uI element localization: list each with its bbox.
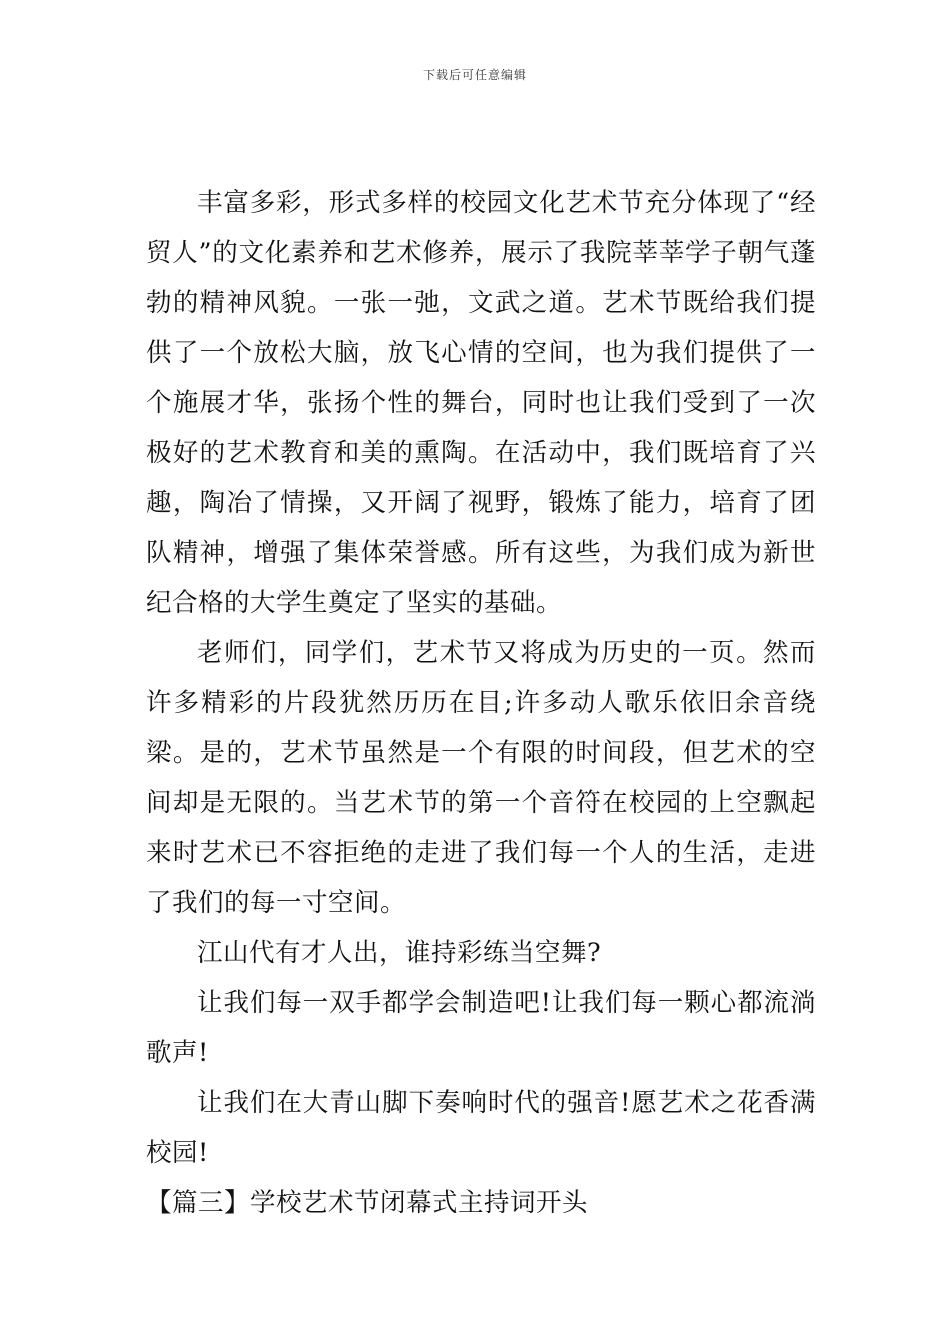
paragraph-5: 让我们在大青山脚下奏响时代的强音!愿艺术之花香满校园! [146, 1088, 816, 1168]
paragraph-4: 让我们每一双手都学会制造吧!让我们每一颗心都流淌歌声! [146, 988, 816, 1068]
document-body [146, 178, 816, 1228]
section-heading: 【篇三】学校艺术节闭幕式主持词开头 [146, 1188, 589, 1218]
paragraph-1: 丰富多彩，形式多样的校园文化艺术节充分体现了“经贸人”的文化素养和艺术修养，展示了我院莘莘学子朝气蓬勃的精神风貌。一张一弛，文武之道。艺术节既给我们提供了一个放松大脑，放飞心情的空间，也为我们提供了一个施展才华，张扬个性的舞台，同时也让我们受到了一次极好的艺术教育和美的熏陶。在活动中，我们既培育了兴趣，陶冶了情操，又开阔了视野，锻炼了能力，培育了团队精神，增强了集体荣誉感。所有这些，为我们成为新世纪合格的大学生奠定了坚实的基础。 [146, 188, 816, 618]
paragraph-2: 老师们，同学们，艺术节又将成为历史的一页。然而许多精彩的片段犹然历历在目;许多动人歌乐依旧余音绕梁。是的，艺术节虽然是一个有限的时间段，但艺术的空间却是无限的。当艺术节的第一个音符在校园的上空飘起来时艺术已不容拒绝的走进了我们每一个人的生活，走进了我们的每一寸空间。 [146, 638, 816, 918]
page-header-note: 下载后可任意编辑 [422, 68, 527, 82]
paragraph-3: 江山代有才人出，谁持彩练当空舞? [197, 938, 602, 968]
